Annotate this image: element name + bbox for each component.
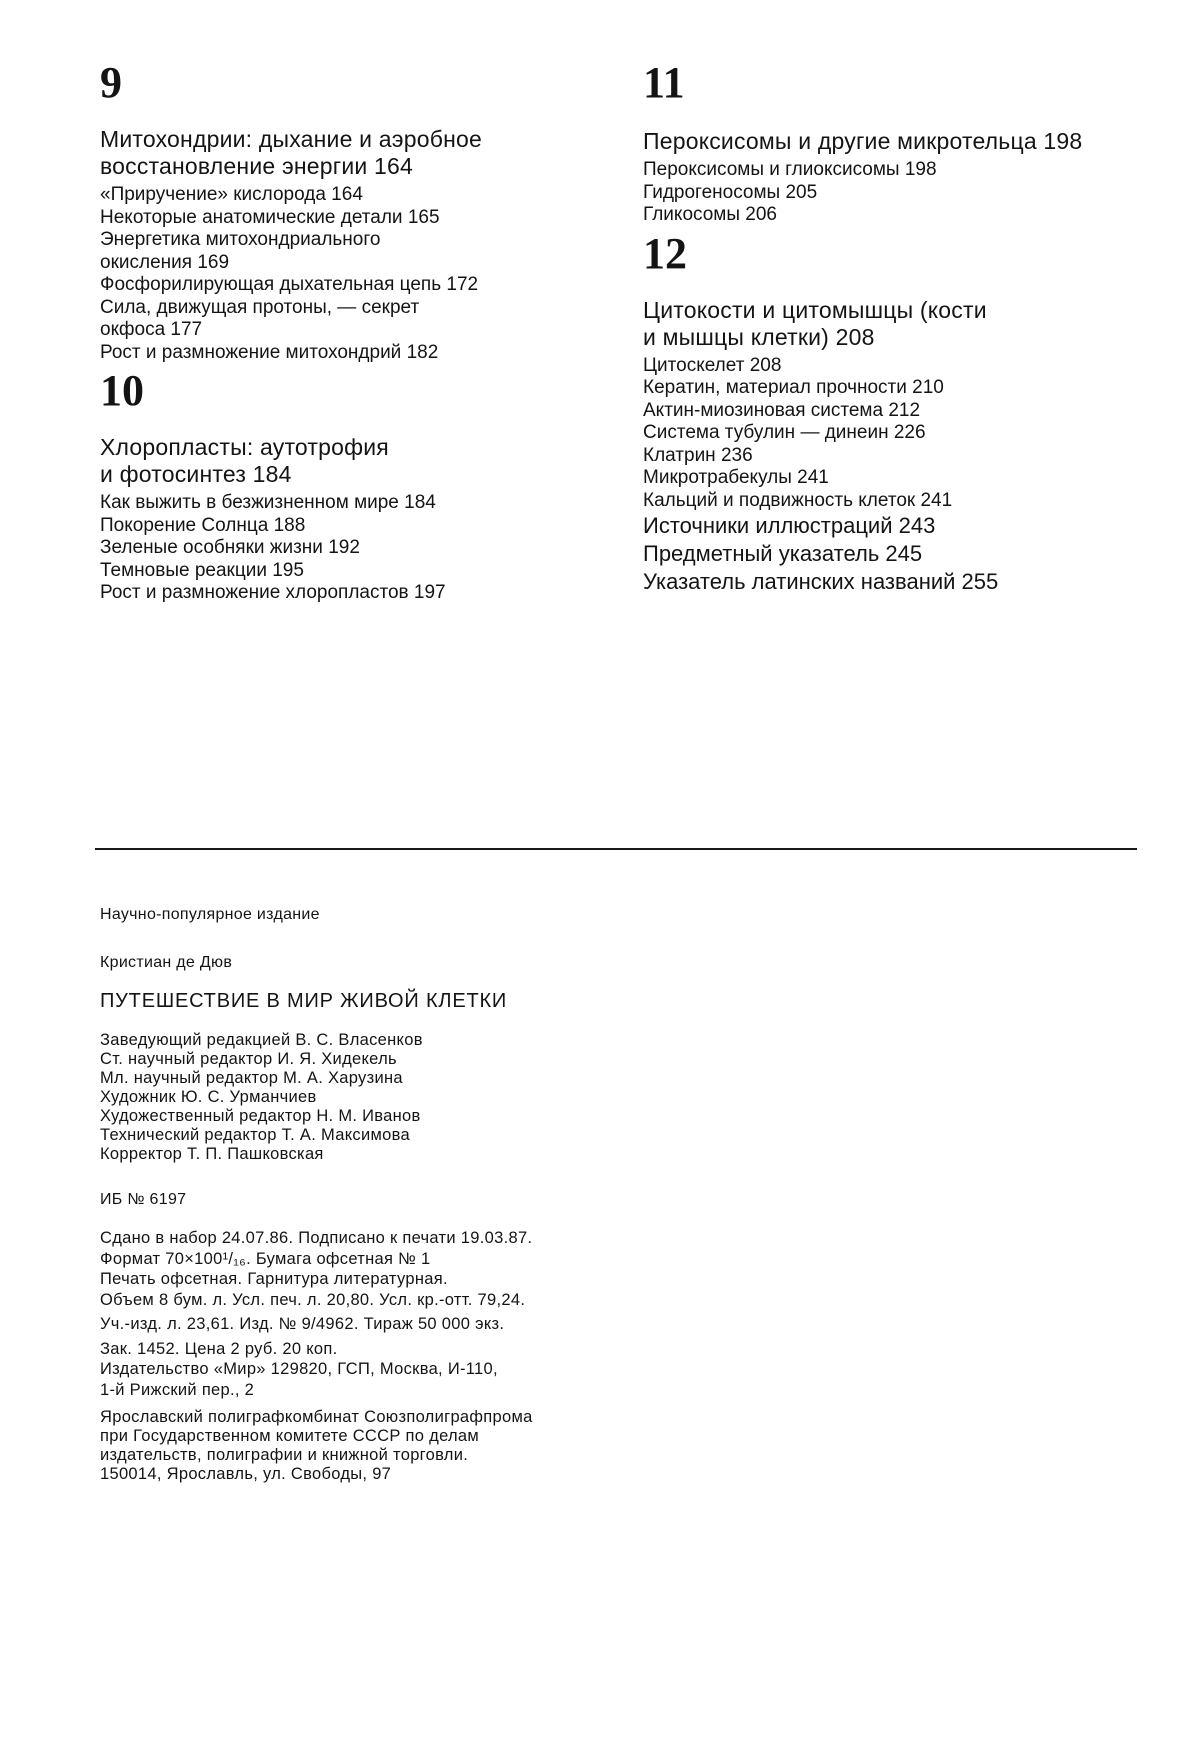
back-matter-entry: Предметный указатель 245 — [643, 541, 923, 566]
spec-line: Сдано в набор 24.07.86. Подписано к печати 19.03.87. — [100, 1229, 533, 1247]
edition-type: Научно-популярное издание — [100, 906, 320, 923]
spec-line: Зак. 1452. Цена 2 руб. 20 коп. — [100, 1339, 338, 1358]
credit-line: Художник Ю. С. Урманчиев — [100, 1088, 317, 1106]
print-specs — [100, 1228, 660, 1400]
toc-entry: Гликосомы 206 — [643, 204, 777, 225]
chapter-title — [100, 434, 600, 488]
chapter-title-line: восстановление энергии 164 — [100, 153, 414, 179]
toc-entry: Кальций и подвижность клеток 241 — [643, 489, 953, 511]
spec-line: Печать офсетная. Гарнитура литературная. — [100, 1270, 448, 1288]
credit-line: Технический редактор Т. А. Максимова — [100, 1126, 410, 1144]
toc-entry: окфоса 177 — [100, 319, 203, 340]
printer-line: при Государственном комитете СССР по делам — [100, 1427, 480, 1445]
spec-line: Формат 70×100¹/₁₆. Бумага офсетная № 1 — [100, 1249, 431, 1268]
toc-entry: Зеленые особняки жизни 192 — [100, 537, 360, 558]
credit-line: Мл. научный редактор М. А. Харузина — [100, 1069, 403, 1087]
horizontal-rule — [95, 848, 1137, 850]
back-matter-entry: Источники иллюстраций 243 — [643, 513, 936, 538]
toc-entry: «Приручение» кислорода 164 — [100, 184, 363, 205]
printer-info — [100, 1408, 660, 1484]
chapter-title-line: Митохондрии: дыхание и аэробное — [100, 126, 482, 152]
chapter-title-line: Пероксисомы и другие микротельца 198 — [643, 128, 1083, 154]
spec-line: Издательство «Мир» 129820, ГСП, Москва, И-110, — [100, 1360, 498, 1378]
chapter-title — [643, 128, 1143, 155]
chapter-title-line: и мышцы клетки) 208 — [643, 323, 875, 350]
credit-line: Заведующий редакцией В. С. Власенков — [100, 1031, 423, 1049]
author-name: Кристиан де Дюв — [100, 954, 233, 971]
chapter-number: 10 — [100, 366, 144, 415]
toc-entry: Сила, движущая протоны, — секрет — [100, 296, 420, 318]
toc-entry: Клатрин 236 — [643, 444, 753, 466]
toc-entry: Актин-миозиновая система 212 — [643, 399, 921, 421]
printer-line: издательств, полиграфии и книжной торговли. — [100, 1446, 469, 1464]
chapter-entries — [643, 159, 1143, 227]
toc-entry: Рост и размножение митохондрий 182 — [100, 341, 439, 363]
toc-left-column — [100, 58, 600, 605]
chapter-title — [100, 126, 600, 180]
editorial-credits — [100, 1031, 660, 1164]
book-title: ПУТЕШЕСТВИЕ В МИР ЖИВОЙ КЛЕТКИ — [100, 990, 508, 1012]
chapter-title-line: и фотосинтез 184 — [100, 461, 292, 487]
toc-entry: Система тубулин — динеин 226 — [643, 422, 926, 443]
back-matter-entry: Указатель латинских названий 255 — [643, 569, 999, 594]
back-matter-entries — [643, 512, 1143, 596]
colophon — [100, 905, 660, 1484]
chapter-entries — [100, 492, 600, 605]
chapter-title — [643, 297, 1143, 351]
chapter-number: 9 — [100, 58, 122, 107]
toc-entry: Пероксисомы и глиоксисомы 198 — [643, 159, 937, 180]
toc-entry: Некоторые анатомические детали 165 — [100, 206, 440, 228]
chapter-entries — [100, 184, 600, 364]
printer-line: Ярославский полиграфкомбинат Союзполиграфпрома — [100, 1408, 533, 1426]
toc-entry: Темновые реакции 195 — [100, 559, 304, 581]
toc-entry: Гидрогеносомы 205 — [643, 181, 818, 203]
toc-entry: Рост и размножение хлоропластов 197 — [100, 582, 446, 603]
spec-line: Уч.-изд. л. 23,61. Изд. № 9/4962. Тираж 50 000 экз. — [100, 1315, 505, 1333]
credit-line: Художественный редактор Н. М. Иванов — [100, 1107, 421, 1125]
toc-entry: окисления 169 — [100, 251, 230, 273]
toc-entry: Покорение Солнца 188 — [100, 514, 306, 536]
chapter-number: 12 — [643, 228, 687, 278]
chapter-title-line: Цитокости и цитомышцы (кости — [643, 296, 987, 323]
toc-right-column — [643, 58, 1143, 596]
toc-entry: Фосфорилирующая дыхательная цепь 172 — [100, 274, 479, 295]
credit-line: Корректор Т. П. Пашковская — [100, 1145, 324, 1163]
spec-line: Объем 8 бум. л. Усл. печ. л. 20,80. Усл. кр.-отт. 79,24. — [100, 1290, 526, 1309]
ib-number: ИБ № 6197 — [100, 1191, 187, 1208]
chapter-entries — [643, 355, 1143, 513]
spec-line: 1-й Рижский пер., 2 — [100, 1380, 255, 1399]
toc-entry: Кератин, материал прочности 210 — [643, 377, 944, 398]
chapter-title-line: Хлоропласты: аутотрофия — [100, 434, 389, 460]
toc-entry: Энергетика митохондриального — [100, 229, 381, 250]
toc-entry: Как выжить в безжизненном мире 184 — [100, 492, 436, 513]
toc-entry: Микротрабекулы 241 — [643, 467, 829, 488]
toc-entry: Цитоскелет 208 — [643, 354, 782, 376]
credit-line: Ст. научный редактор И. Я. Хидекель — [100, 1050, 397, 1068]
chapter-number: 11 — [643, 58, 685, 107]
printer-line: 150014, Ярославль, ул. Свободы, 97 — [100, 1465, 392, 1483]
